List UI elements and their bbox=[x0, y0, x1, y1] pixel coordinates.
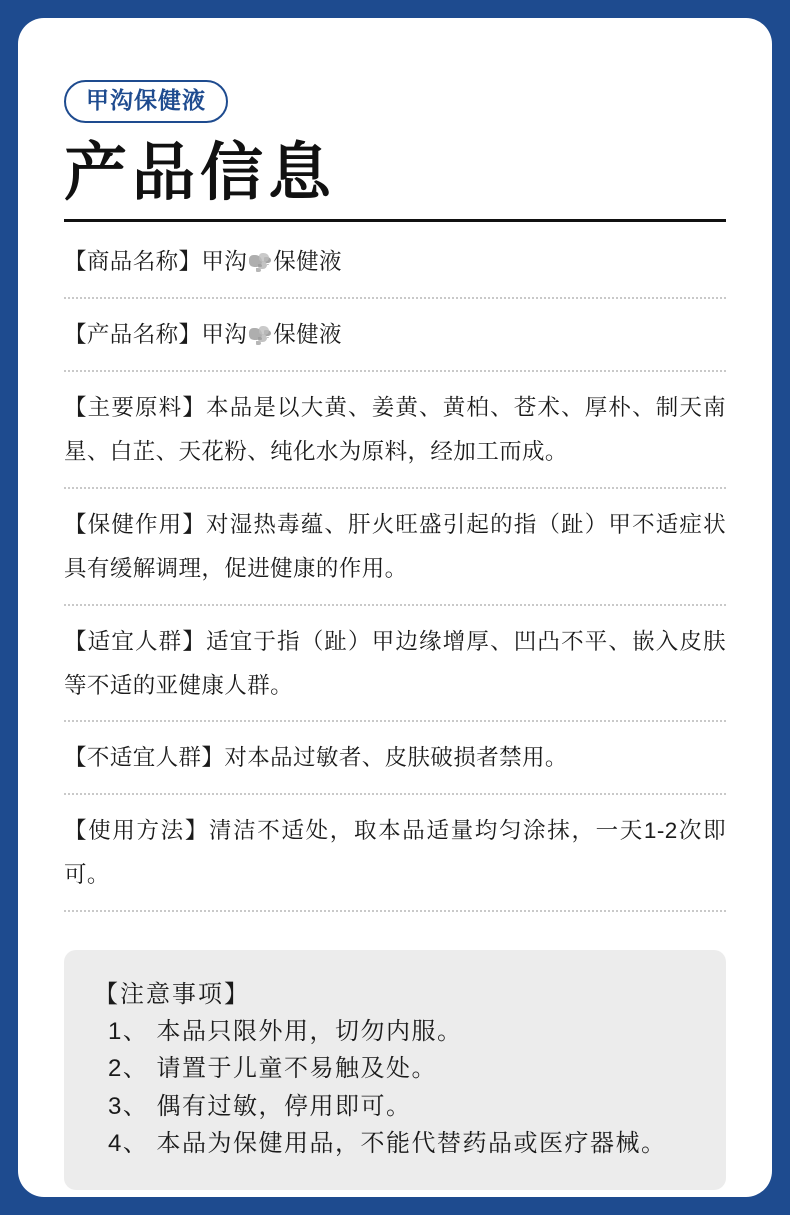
notice-item: 4、 本品为保健用品，不能代替药品或医疗器械。 bbox=[108, 1129, 667, 1157]
spec-label: 【产品名称】 bbox=[64, 322, 202, 348]
spec-value: 对本品过敏者、皮肤破损者禁用。 bbox=[224, 745, 568, 771]
spec-row-product-name bbox=[64, 299, 726, 372]
spec-value: 本品是以大黄、姜黄、黄柏、苍术、厚朴、制天南星、白芷、天花粉、纯化水为原料，经加工而成。 bbox=[64, 395, 726, 465]
notice-item: 1、 本品只限外用，切勿内服。 bbox=[108, 1018, 463, 1046]
spec-label: 【保健作用】 bbox=[64, 511, 207, 537]
spec-value-after: 保健液 bbox=[273, 249, 342, 275]
spec-row-main-ingredients bbox=[64, 372, 726, 489]
title-divider bbox=[64, 219, 726, 222]
redaction-smudge-icon bbox=[247, 252, 273, 272]
card-content bbox=[18, 18, 772, 1190]
notice-title: 【注意事项】 bbox=[94, 981, 250, 1009]
product-info-card bbox=[18, 18, 772, 1197]
spec-value: 适宜于指（趾）甲边缘增厚、凹凸不平、嵌入皮肤等不适的亚健康人群。 bbox=[64, 628, 726, 698]
spec-label: 【使用方法】 bbox=[64, 818, 209, 844]
notice-box bbox=[64, 950, 726, 1190]
product-badge: 甲沟保健液 bbox=[64, 80, 228, 123]
spec-row-commodity-name bbox=[64, 226, 726, 299]
spec-row-unsuitable-group bbox=[64, 722, 726, 795]
spec-label: 【主要原料】 bbox=[64, 395, 207, 421]
page-title: 产品信息 bbox=[64, 138, 336, 208]
spec-label: 【适宜人群】 bbox=[64, 628, 207, 654]
spec-row-usage bbox=[64, 795, 726, 912]
spec-value-after: 保健液 bbox=[273, 322, 342, 348]
redaction-smudge-icon bbox=[247, 325, 273, 345]
spec-value: 清洁不适处，取本品适量均匀涂抹，一天1-2次即可。 bbox=[64, 818, 726, 888]
spec-list bbox=[64, 226, 726, 912]
spec-value-before: 甲沟 bbox=[201, 322, 248, 348]
notice-item: 2、 请置于儿童不易触及处。 bbox=[108, 1055, 438, 1083]
spec-row-health-effect bbox=[64, 489, 726, 606]
notice-item: 3、 偶有过敏，停用即可。 bbox=[108, 1092, 412, 1120]
spec-label: 【不适宜人群】 bbox=[64, 745, 225, 771]
spec-label: 【商品名称】 bbox=[64, 249, 202, 275]
spec-row-target-group bbox=[64, 606, 726, 723]
spec-value: 对湿热毒蕴、肝火旺盛引起的指（趾）甲不适症状具有缓解调理，促进健康的作用。 bbox=[64, 511, 726, 581]
spec-value-before: 甲沟 bbox=[201, 249, 248, 275]
